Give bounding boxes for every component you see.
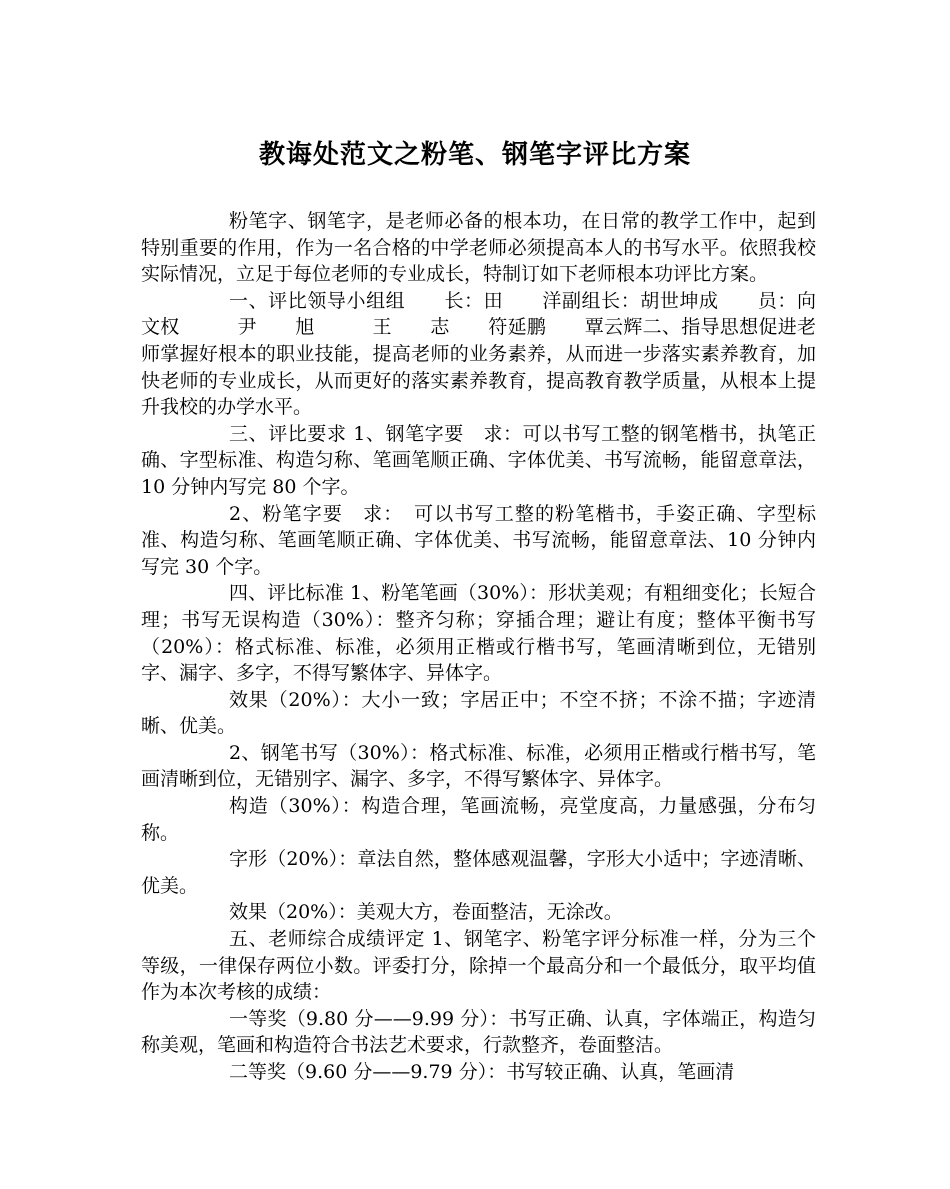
paragraph-effect-pen: 效果（20%）：美观大方，卷面整洁，无涂改。 xyxy=(229,901,623,924)
paragraph-requirements-chalk: 2、粉笔字要 求： 可以书写工整的粉笔楷书，手姿正确、字型标准、构造匀称、笔画笔顺正确、字体优美、书写流畅，能留意章法、10 分钟内写完 30 个字。 xyxy=(141,502,816,578)
paragraph-scoring: 五、老师综合成绩评定 1、钢笔字、粉笔字评分标准一样，分为三个等级，一律保存两位小数。评委打分，除掉一个最高分和一个最低分，取平均值作为本次考核的成绩： xyxy=(141,928,816,1004)
paragraph-effect-chalk: 效果（20%）：大小一致；字居正中；不空不挤；不涂不描；字迹清晰、优美。 xyxy=(141,688,816,738)
paragraph-intro: 粉笔字、钢笔字，是老师必备的根本功，在日常的教学工作中，起到特别重要的作用，作为一名合格的中学老师必须提高本人的书写水平。依照我校实际情况，立足于每位老师的专业成长，特制订如下老师根本功评比方案。 xyxy=(141,210,816,286)
paragraph-first-prize: 一等奖（9.80 分——9.99 分）：书写正确、认真，字体端正，构造匀称美观，笔画和构造符合书法艺术要求，行款整齐，卷面整洁。 xyxy=(141,1007,816,1057)
paragraph-shape-pen: 字形（20%）：章法自然，整体感观温馨，字形大小适中；字迹清晰、优美。 xyxy=(141,848,816,897)
paragraph-standards-chalk: 四、评比标准 1、粉笔笔画（30%）：形状美观；有粗细变化；长短合理；书写无误构造（30%）：整齐匀称；穿插合理；避让有度；整体平衡书写（20%）：格式标准、标准，必须用正楷或行楷书写，笔画清晰到位，无错别字、漏字、多字，不得写繁体字、异体字。 xyxy=(141,582,816,685)
paragraph-structure-pen: 构造（30%）：构造合理，笔画流畅，亮堂度高，力量感强，分布匀称。 xyxy=(141,795,816,844)
paragraph-requirements-pen: 三、评比要求 1、钢笔字要 求：可以书写工整的钢笔楷书，执笔正确、字型标准、构造匀称、笔画笔顺正确、字体优美、书写流畅，能留意章法，10 分钟内写完 80 个字。 xyxy=(141,422,816,498)
document-body xyxy=(141,208,816,1086)
paragraph-standards-pen: 2、钢笔书写（30%）：格式标准、标准，必须用正楷或行楷书写，笔画清晰到位，无错别字、漏字、多字，不得写繁体字、异体字。 xyxy=(141,741,816,791)
document-title: 教诲处范文之粉笔、钢笔字评比方案 xyxy=(258,140,691,170)
paragraph-leadership-group: 一、评比领导小组组 长：田 洋副组长：胡世坤成 员：向文权 尹 旭 王 志 符延鹏 覃云辉二、指导思想促进老师掌握好根本的职业技能，提高老师的业务素养，从而进一步落实素养教育，加快老师的专业成长，从而更好的落实素养教育，提高教育教学质量，从根本上提升我校的办学水平。 xyxy=(141,289,816,419)
paragraph-second-prize: 二等奖（9.60 分——9.79 分）：书写较正确、认真，笔画清 xyxy=(229,1061,735,1083)
